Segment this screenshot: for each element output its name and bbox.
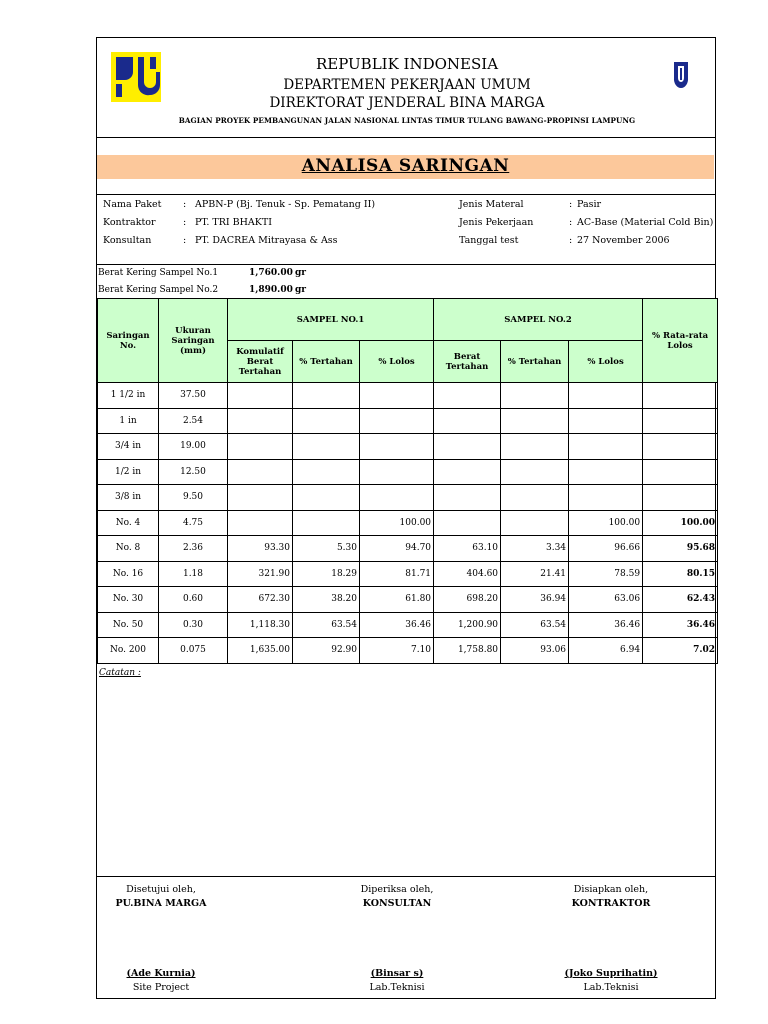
cell-rata: 80.15 (643, 561, 718, 587)
cell-berat2 (434, 459, 501, 485)
cell-tertahan1: 63.54 (293, 612, 360, 638)
cell-tertahan2 (501, 383, 569, 409)
cell-ukuran: 4.75 (159, 510, 228, 536)
cell-saringan: No. 16 (98, 561, 159, 587)
info-value-paket: APBN-P (Bj. Tenuk - Sp. Pematang II) (195, 199, 376, 210)
cell-rata: 95.68 (643, 536, 718, 562)
info-label-material: Jenis Materal (459, 199, 524, 210)
sig-title-1: Site Project (132, 982, 190, 993)
cell-tertahan2: 36.94 (501, 587, 569, 613)
cell-berat2 (434, 485, 501, 511)
sig-name-1: (Ade Kurnia) (126, 968, 196, 979)
cell-lolos2 (569, 485, 643, 511)
cell-kumulatif: 93.30 (228, 536, 293, 562)
cell-lolos2: 100.00 (569, 510, 643, 536)
cell-rata: 7.02 (643, 638, 718, 664)
cell-rata: 36.46 (643, 612, 718, 638)
info-sep: : (183, 217, 187, 228)
cell-tertahan1 (293, 485, 360, 511)
sig-name-3: (Joko Suprihatin) (564, 968, 658, 979)
page-title (97, 156, 714, 176)
col-tertahan-header: % Tertahan (293, 341, 360, 383)
cell-saringan: No. 8 (98, 536, 159, 562)
berat-label-2: Berat Kering Sampel No.2 (98, 285, 219, 295)
cell-rata (643, 383, 718, 409)
col-lolos2-header: % Lolos (569, 341, 643, 383)
cell-lolos2 (569, 459, 643, 485)
cell-tertahan1: 38.20 (293, 587, 360, 613)
table-row (98, 434, 718, 460)
header-republik: REPUBLIK INDONESIA (315, 55, 499, 73)
cell-berat2: 698.20 (434, 587, 501, 613)
info-value-konsultan: PT. DACREA Mitrayasa & Ass (195, 235, 338, 246)
cell-saringan: 3/8 in (98, 485, 159, 511)
table-row (98, 510, 718, 536)
cell-ukuran: 0.075 (159, 638, 228, 664)
sieve-table (97, 298, 718, 664)
cell-ukuran: 1.18 (159, 561, 228, 587)
cell-lolos1: 94.70 (360, 536, 434, 562)
cell-kumulatif (228, 434, 293, 460)
cell-tertahan2: 93.06 (501, 638, 569, 664)
header-bagian-proyek: BAGIAN PROYEK PEMBANGUNAN JALAN NASIONAL LINTAS TIMUR TULANG BAWANG-PROPINSI LAMPUNG (178, 116, 636, 125)
table-row (98, 561, 718, 587)
cell-saringan: No. 50 (98, 612, 159, 638)
cell-kumulatif: 1,635.00 (228, 638, 293, 664)
cell-berat2 (434, 408, 501, 434)
cell-tertahan2: 63.54 (501, 612, 569, 638)
cell-berat2: 63.10 (434, 536, 501, 562)
cell-lolos2: 63.06 (569, 587, 643, 613)
col-tertahan2-header: % Tertahan (501, 341, 569, 383)
divider (97, 194, 715, 195)
header-direktorat: DIREKTORAT JENDERAL BINA MARGA (269, 95, 545, 111)
cell-lolos1 (360, 459, 434, 485)
table-row (98, 383, 718, 409)
cell-kumulatif (228, 383, 293, 409)
table-row (98, 485, 718, 511)
cell-saringan: 1/2 in (98, 459, 159, 485)
cell-lolos2: 96.66 (569, 536, 643, 562)
cell-berat2 (434, 510, 501, 536)
table-row (98, 536, 718, 562)
berat-unit-1: gr (295, 268, 307, 278)
cell-lolos2: 6.94 (569, 638, 643, 664)
cell-tertahan2 (501, 459, 569, 485)
info-label-pekerjaan: Jenis Pekerjaan (459, 217, 534, 228)
cell-lolos1: 36.46 (360, 612, 434, 638)
cell-kumulatif: 321.90 (228, 561, 293, 587)
cell-tertahan1 (293, 510, 360, 536)
sig-title-2: Lab.Teknisi (369, 982, 425, 993)
cell-kumulatif: 1,118.30 (228, 612, 293, 638)
cell-tertahan1 (293, 383, 360, 409)
cell-lolos1 (360, 408, 434, 434)
berat-unit-2: gr (295, 285, 307, 295)
cell-tertahan1: 92.90 (293, 638, 360, 664)
cell-lolos2: 36.46 (569, 612, 643, 638)
sig-name-2: (Binsar s) (370, 968, 424, 979)
col-berat-header: Berat Tertahan (434, 341, 501, 383)
cell-tertahan1 (293, 408, 360, 434)
col-lolos-header: % Lolos (360, 341, 434, 383)
cell-berat2: 1,758.80 (434, 638, 501, 664)
cell-kumulatif (228, 510, 293, 536)
cell-rata (643, 485, 718, 511)
cell-tertahan1: 5.30 (293, 536, 360, 562)
report-page (96, 37, 716, 999)
sig-role-1: Disetujui oleh, (126, 884, 196, 895)
sig-title-3: Lab.Teknisi (583, 982, 639, 993)
cell-ukuran: 19.00 (159, 434, 228, 460)
sig-org-1: PU.BINA MARGA (115, 898, 207, 909)
berat-value-1: 1,760.00 (249, 268, 293, 278)
cell-lolos2 (569, 408, 643, 434)
info-value-material: Pasir (577, 199, 602, 210)
info-label-paket: Nama Paket (103, 199, 162, 210)
cell-kumulatif (228, 408, 293, 434)
table-row (98, 612, 718, 638)
cell-lolos1: 7.10 (360, 638, 434, 664)
cell-ukuran: 37.50 (159, 383, 228, 409)
cell-lolos2 (569, 434, 643, 460)
info-label-konsultan: Konsultan (103, 235, 152, 246)
cell-rata: 62.43 (643, 587, 718, 613)
sig-org-2: KONSULTAN (362, 898, 432, 909)
cell-ukuran: 12.50 (159, 459, 228, 485)
cell-tertahan2 (501, 408, 569, 434)
table-row (98, 638, 718, 664)
cell-saringan: 1 1/2 in (98, 383, 159, 409)
cell-rata (643, 408, 718, 434)
info-sep: : (569, 199, 573, 210)
info-value-pekerjaan: AC-Base (Material Cold Bin) (577, 217, 714, 228)
page-title-text: ANALISA SARINGAN (301, 156, 510, 176)
cell-saringan: 3/4 in (98, 434, 159, 460)
cell-saringan: No. 30 (98, 587, 159, 613)
info-label-kontraktor: Kontraktor (103, 217, 156, 228)
col-sampel1-header: SAMPEL NO.1 (228, 299, 434, 341)
cell-rata (643, 459, 718, 485)
info-sep: : (183, 199, 187, 210)
cell-tertahan1 (293, 459, 360, 485)
cell-berat2: 1,200.90 (434, 612, 501, 638)
sig-role-2: Diperiksa oleh, (360, 884, 434, 895)
cell-lolos1: 81.71 (360, 561, 434, 587)
cell-tertahan2 (501, 510, 569, 536)
cell-saringan: 1 in (98, 408, 159, 434)
col-saringan-header: Saringan No. (98, 299, 159, 383)
cell-saringan: No. 200 (98, 638, 159, 664)
cell-kumulatif: 672.30 (228, 587, 293, 613)
sig-role-3: Disiapkan oleh, (573, 884, 649, 895)
cell-lolos1 (360, 383, 434, 409)
info-sep: : (569, 217, 573, 228)
cell-ukuran: 9.50 (159, 485, 228, 511)
cell-lolos1: 61.80 (360, 587, 434, 613)
info-sep: : (183, 235, 187, 246)
berat-value-2: 1,890.00 (249, 285, 293, 295)
cell-ukuran: 2.54 (159, 408, 228, 434)
cell-tertahan2 (501, 434, 569, 460)
cell-ukuran: 2.36 (159, 536, 228, 562)
cell-lolos1: 100.00 (360, 510, 434, 536)
col-rata-header: % Rata-rata Lolos (643, 299, 718, 383)
cell-tertahan2: 21.41 (501, 561, 569, 587)
table-row (98, 587, 718, 613)
col-ukuran-header: Ukuran Saringan (mm) (159, 299, 228, 383)
info-label-tanggal: Tanggal test (459, 235, 519, 246)
cell-lolos1 (360, 434, 434, 460)
cell-tertahan2 (501, 485, 569, 511)
cell-tertahan2: 3.34 (501, 536, 569, 562)
divider (97, 264, 715, 265)
cell-ukuran: 0.60 (159, 587, 228, 613)
cell-lolos1 (360, 485, 434, 511)
info-value-tanggal: 27 November 2006 (577, 235, 670, 246)
cell-saringan: No. 4 (98, 510, 159, 536)
cell-ukuran: 0.30 (159, 612, 228, 638)
table-row (98, 459, 718, 485)
info-sep: : (569, 235, 573, 246)
sig-org-3: KONTRAKTOR (571, 898, 651, 909)
divider (97, 876, 715, 877)
catatan-label: Catatan : (99, 668, 141, 678)
col-kumulatif-header: Komulatif Berat Tertahan (228, 341, 293, 383)
cell-rata (643, 434, 718, 460)
cell-berat2 (434, 383, 501, 409)
cell-rata: 100.00 (643, 510, 718, 536)
cell-kumulatif (228, 459, 293, 485)
berat-label-1: Berat Kering Sampel No.1 (98, 268, 219, 278)
cell-lolos2: 78.59 (569, 561, 643, 587)
info-value-kontraktor: PT. TRI BHAKTI (195, 217, 272, 228)
cell-kumulatif (228, 485, 293, 511)
table-row (98, 408, 718, 434)
cell-tertahan1: 18.29 (293, 561, 360, 587)
cell-tertahan1 (293, 434, 360, 460)
cell-berat2: 404.60 (434, 561, 501, 587)
cell-lolos2 (569, 383, 643, 409)
col-sampel2-header: SAMPEL NO.2 (434, 299, 643, 341)
divider (97, 137, 715, 138)
header-departemen: DEPARTEMEN PEKERJAAN UMUM (283, 77, 531, 93)
cell-berat2 (434, 434, 501, 460)
